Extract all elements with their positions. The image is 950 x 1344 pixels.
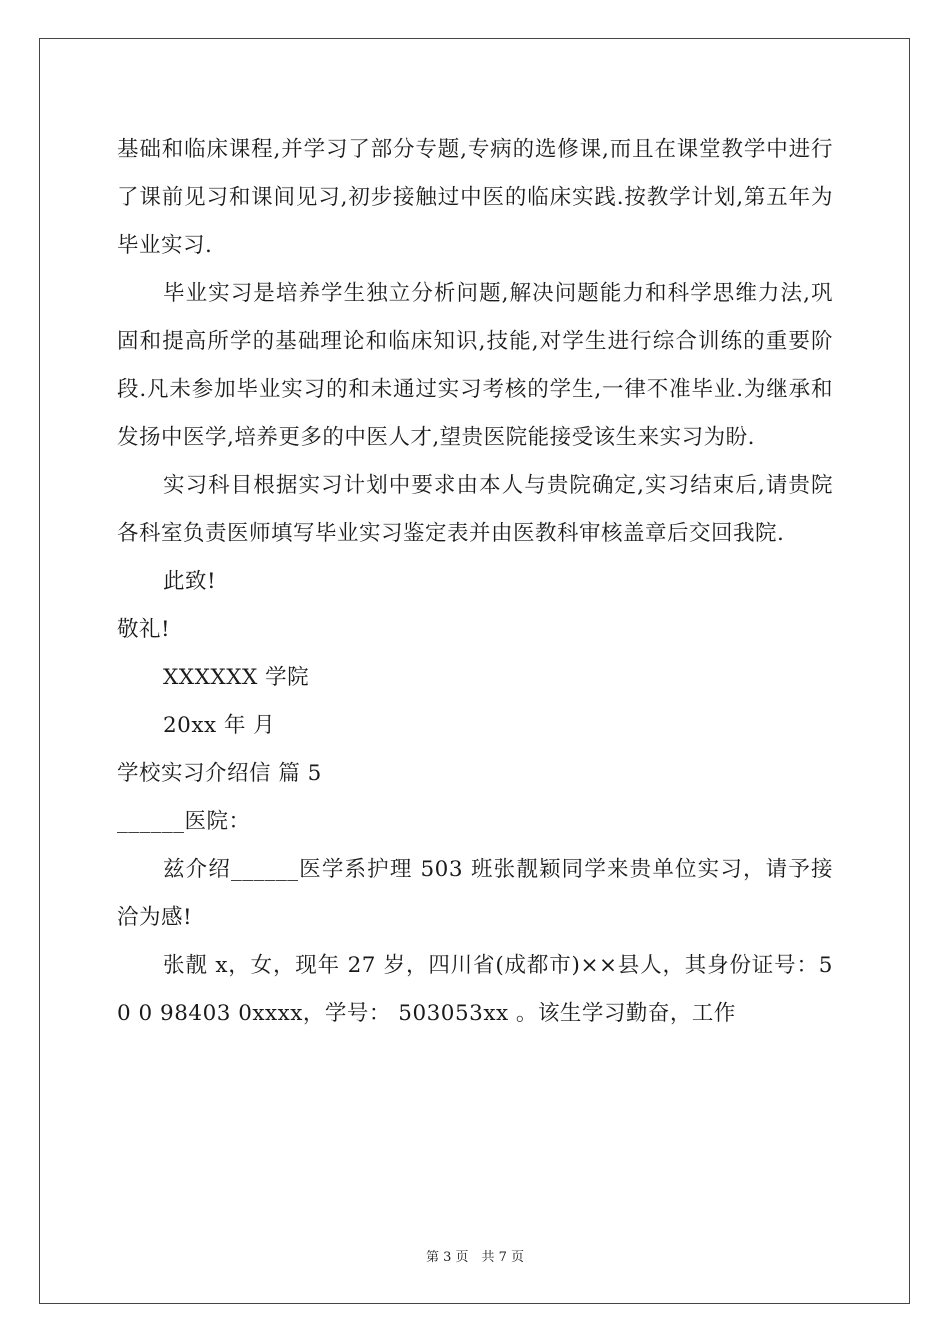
- signature-date: 20xx 年 月: [163, 713, 276, 738]
- paragraph-internship-subjects: 实习科目根据实习计划中要求由本人与贵院确定,实习结束后,请贵院各科室负责医师填写毕业实习鉴定表并由医教科审核盖章后交回我院.: [117, 473, 833, 546]
- paragraph-student-info: 张靓 x，女，现年 27 岁，四川省(成都市)××县人，其身份证号：5 0 0 98403 0xxxx，学号： 503053xx 。该生学习勤奋，工作: [117, 953, 833, 1026]
- section-heading: 学校实习介绍信 篇 5: [117, 761, 322, 786]
- closing-salutation: 此致!: [163, 569, 217, 594]
- signature-institution: XXXXXX 学院: [163, 665, 310, 690]
- closing-regards: 敬礼!: [117, 617, 171, 642]
- paragraph-curriculum: 基础和临床课程,并学习了部分专题,专病的选修课,而且在课堂教学中进行了课前见习和课间见习,初步接触过中医的临床实践.按教学计划,第五年为毕业实习.: [117, 137, 833, 258]
- letter-recipient: ______医院：: [117, 809, 251, 834]
- page-number-footer: 第 3 页 共 7 页: [425, 1250, 525, 1265]
- paragraph-introduction: 兹介绍______医学系护理 503 班张靓颖同学来贵单位实习，请予接洽为感!: [117, 857, 833, 930]
- document-body: [117, 126, 833, 1038]
- paragraph-internship-purpose: 毕业实习是培养学生独立分析问题,解决问题能力和科学思维力法,巩固和提高所学的基础理论和临床知识,技能,对学生进行综合训练的重要阶段.凡未参加毕业实习的和未通过实习考核的学生,一律不准毕业.为继承和发扬中医学,培养更多的中医人才,望贵医院能接受该生来实习为盼.: [117, 281, 833, 450]
